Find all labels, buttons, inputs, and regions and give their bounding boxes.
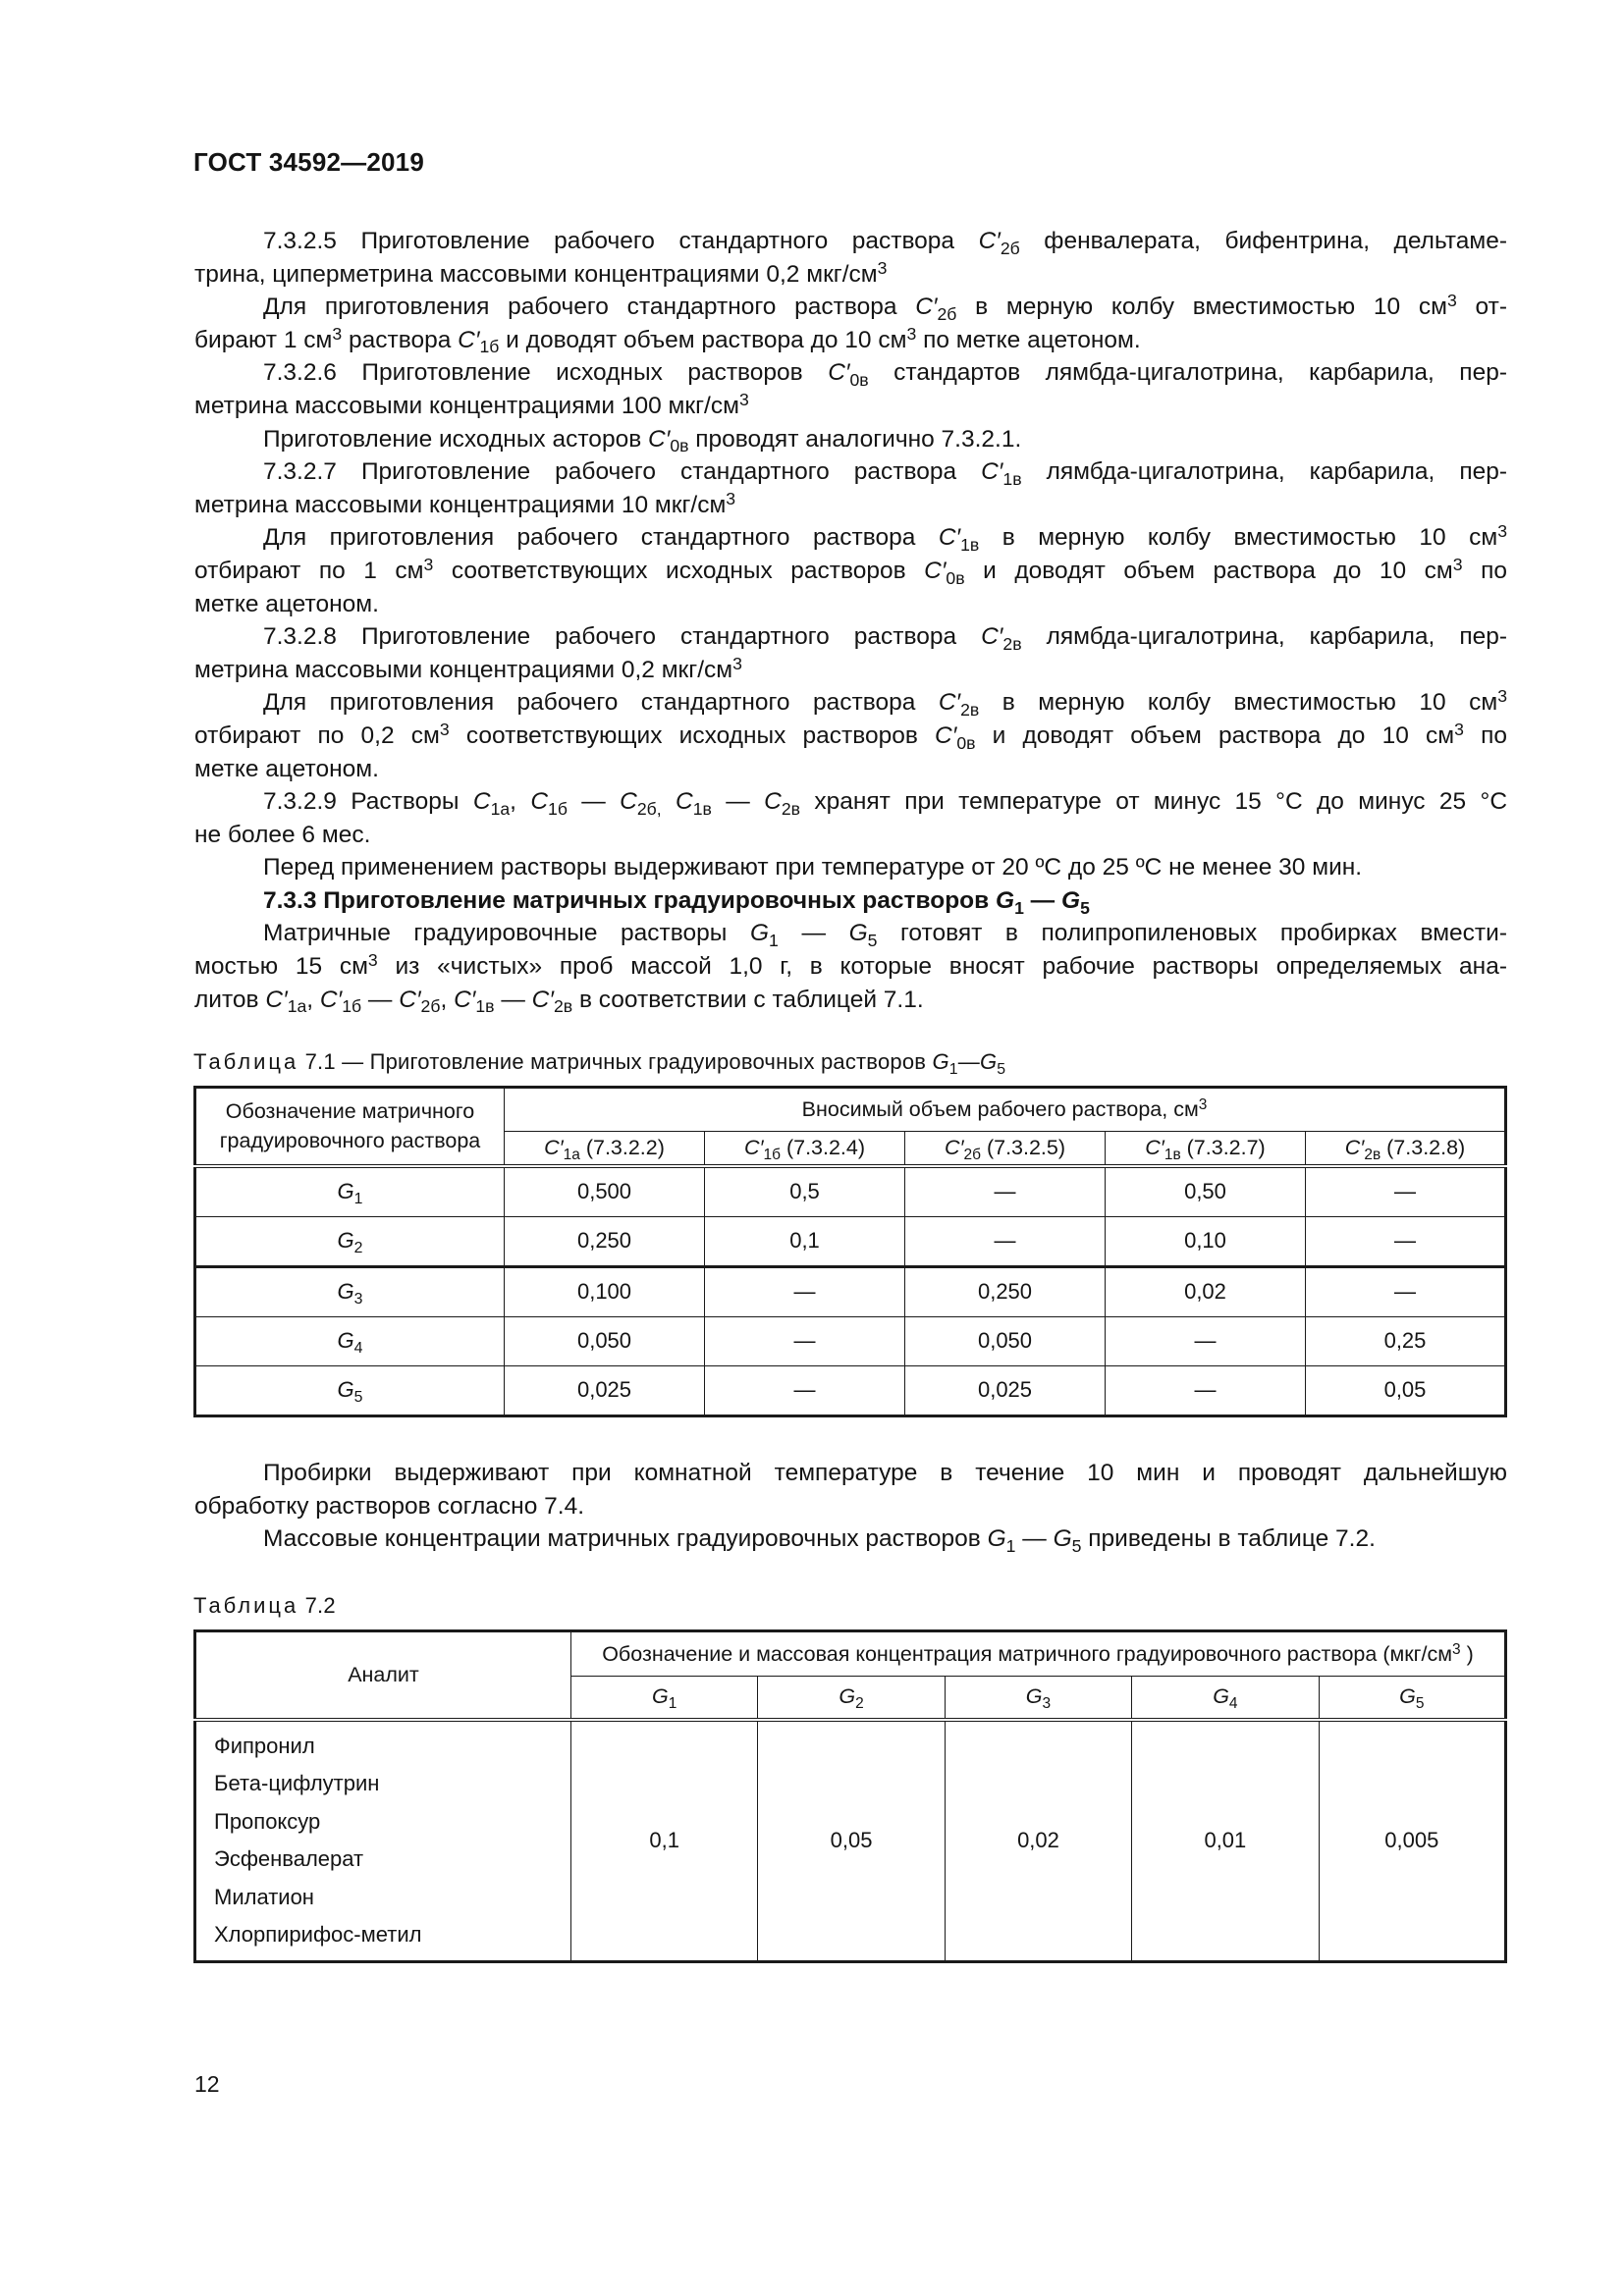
table-7-1-row-header: Обозначение матричного градуировочного раствора (195, 1088, 505, 1166)
text-line: метрина массовыми концентрациями 0,2 мкг/$см^3$ (194, 653, 742, 683)
table-7-1-col-header: $C'_{1в}$ (7.3.2.7) (1106, 1132, 1306, 1166)
cell: 0,10 (1106, 1216, 1306, 1266)
table-row (195, 1365, 1506, 1415)
table-7-1 (193, 1086, 1507, 1417)
cell: 0,25 (1306, 1316, 1506, 1365)
text-line: литов $C'_{1а}$, $C'_{1б}$ — $C'_{2б}$, $C'_{1в}$ — $C'_{2в}$ в соответствии с таблицей 7.1. (194, 986, 924, 1017)
cell: 0,025 (505, 1365, 705, 1415)
table-7-2-col-header: $G_4$ (1132, 1677, 1319, 1720)
text-line: 7.3.3 Приготовление матричных градуировочных растворов $G_1$ — $G_5$ (263, 886, 1090, 918)
table-7-2-col-header: $G_3$ (945, 1677, 1131, 1720)
text-line: отбирают по 1 $см^3$ соответствующих исходных растворов $C'_{0в}$ и доводят объем раствора до 10 $см^3$ по (194, 555, 1507, 588)
cell: — (705, 1266, 905, 1316)
text-line: 7.3.2.8 Приготовление рабочего стандартного раствора $C'_{2в}$ лямбда-цигалотрина, карбарила, пер- (263, 623, 1507, 654)
text-line: обработку растворов согласно 7.4. (194, 1492, 585, 1520)
text-line: метрина массовыми концентрациями 10 мкг/$см^3$ (194, 488, 736, 518)
cell: — (705, 1316, 905, 1365)
analyte-name: Пропоксур (214, 1808, 321, 1834)
table-7-2-col-header: $G_2$ (758, 1677, 945, 1720)
document-code: ГОСТ 34592—2019 (193, 147, 424, 177)
text-line: бирают 1 $см^3$ раствора $C'_{1б}$ и доводят объем раствора до 10 $см^3$ по метке ацетоном. (194, 323, 1141, 357)
text-line: трина, циперметрина массовыми концентрациями 0,2 мкг/$см^3$ (194, 257, 888, 288)
text-line: Пробирки выдерживают при комнатной температуре в течение 10 мин и проводят дальнейшую (263, 1460, 1507, 1486)
text-line: не более 6 мес. (194, 821, 371, 848)
analyte-name: Эсфенвалерат (214, 1846, 364, 1871)
table-7-1-caption-title: 7.1 — Приготовление матричных градуировочных растворов $G_1—G_5$ (298, 1049, 1006, 1079)
body-text-upper (194, 225, 1507, 1016)
row-label: $G_4$ (195, 1316, 505, 1365)
table-7-1-caption (193, 1049, 1006, 1079)
table-7-2-row-header: Аналит (195, 1631, 571, 1720)
row-label: $G_1$ (195, 1166, 505, 1217)
cell: — (1106, 1316, 1306, 1365)
text-line: отбирают по 0,2 $см^3$ соответствующих исходных растворов $C'_{0в}$ и доводят объем раствора до 10 $см^3$ по (194, 719, 1507, 753)
cell: 0,500 (505, 1166, 705, 1217)
cell: 0,005 (1319, 1720, 1505, 1962)
table-7-2-caption-prefix: Таблица (193, 1593, 299, 1618)
table-row (195, 1216, 1506, 1266)
text-line: метке ацетоном. (194, 755, 379, 782)
table-7-2-col-header: $G_1$ (571, 1677, 758, 1720)
text-line: Для приготовления рабочего стандартного раствора $C'_{1в}$ в мерную колбу вместимостью 10 $см^3$ (263, 521, 1507, 555)
cell: — (905, 1216, 1106, 1266)
text-line: Для приготовления рабочего стандартного раствора $C'_{2б}$ в мерную колбу вместимостью 10 $см^3$ от- (263, 291, 1507, 324)
cell: 0,02 (1106, 1266, 1306, 1316)
table-row (195, 1316, 1506, 1365)
cell: 0,01 (1132, 1720, 1319, 1962)
table-7-2-caption-number: 7.2 (298, 1593, 336, 1618)
cell: 0,05 (1306, 1365, 1506, 1415)
cell: — (1306, 1266, 1506, 1316)
table-7-2-caption (193, 1593, 336, 1619)
text-line: 7.3.2.6 Приготовление исходных растворов $C'_{0в}$ стандартов лямбда-цигалотрина, карбарила, пер- (263, 359, 1507, 391)
cell: 0,250 (505, 1216, 705, 1266)
text-line: 7.3.2.9 Растворы $C_{1а}$, $C_{1б}$ — $C_{2б,}$ $C_{1в}$ — $C_{2в}$ хранят при температуре от минус 15 °C до минус 25 °C (263, 788, 1508, 819)
table-row (195, 1166, 1506, 1217)
table-7-1-caption-prefix: Таблица (193, 1049, 299, 1074)
table-7-1-col-header: $C'_{2в}$ (7.3.2.8) (1306, 1132, 1506, 1166)
row-label: $G_5$ (195, 1365, 505, 1415)
cell: — (1306, 1216, 1506, 1266)
text-line: Приготовление исходных асторов $C'_{0в}$ проводят аналогично 7.3.2.1. (263, 425, 1022, 456)
text-line: метрина массовыми концентрациями 100 мкг/$см^3$ (194, 390, 749, 419)
page-number: 12 (194, 2071, 220, 2097)
table-row (195, 1266, 1506, 1316)
cell: 0,025 (905, 1365, 1106, 1415)
table-row (195, 1720, 1506, 1962)
body-text-lower (194, 1457, 1507, 1556)
text-line: Матричные градуировочные растворы $G_1$ — $G_5$ готовят в полипропиленовых пробирках вмести- (263, 920, 1507, 951)
table-7-1-col-header: $C'_{2б}$ (7.3.2.5) (905, 1132, 1106, 1166)
table-7-2-group-header: Обозначение и массовая концентрация матричного градуировочного раствора ($мкг/см^3$ ) (571, 1631, 1506, 1677)
table-7-1-col-header: $C'_{1а}$ (7.3.2.2) (505, 1132, 705, 1166)
text-line: Перед применением растворы выдерживают при температуре от 20 ºС до 25 ºС не менее 30 мин. (263, 854, 1363, 881)
cell: — (905, 1166, 1106, 1217)
text-line: метке ацетоном. (194, 590, 379, 617)
cell: 0,50 (1106, 1166, 1306, 1217)
analyte-name: Бета-цифлутрин (214, 1771, 380, 1795)
cell: 0,1 (705, 1216, 905, 1266)
analyte-list (195, 1720, 571, 1962)
row-label: $G_3$ (195, 1266, 505, 1316)
cell: — (1306, 1166, 1506, 1217)
analyte-name: Фипронил (214, 1733, 315, 1758)
analyte-name: Милатион (214, 1884, 314, 1909)
table-7-2-col-header: $G_5$ (1319, 1677, 1505, 1720)
cell: 0,02 (945, 1720, 1131, 1962)
cell: — (705, 1365, 905, 1415)
cell: 0,05 (758, 1720, 945, 1962)
text-line: 7.3.2.7 Приготовление рабочего стандартного раствора $C'_{1в}$ лямбда-цигалотрина, карбарила, пер- (263, 458, 1507, 489)
text-line: 7.3.2.5 Приготовление рабочего стандартного раствора $C'_{2б}$ фенвалерата, бифентрина, дельтаме- (263, 228, 1507, 258)
cell: 0,100 (505, 1266, 705, 1316)
text-line: мостью 15 $см^3$ из «чистых» проб массой 1,0 г, в которые вносят рабочие растворы определяемых ана- (194, 950, 1507, 981)
table-7-2 (193, 1629, 1507, 1963)
analyte-name: Хлорпирифос-метил (214, 1922, 422, 1947)
table-7-1-group-header: Вносимый объем рабочего раствора, $см^3$ (505, 1088, 1506, 1132)
cell: 0,1 (571, 1720, 758, 1962)
text-line: Для приготовления рабочего стандартного раствора $C'_{2в}$ в мерную колбу вместимостью 10 $см^3$ (263, 686, 1507, 720)
cell: 0,050 (905, 1316, 1106, 1365)
cell: — (1106, 1365, 1306, 1415)
table-7-1-col-header: $C'_{1б}$ (7.3.2.4) (705, 1132, 905, 1166)
row-label: $G_2$ (195, 1216, 505, 1266)
cell: 0,250 (905, 1266, 1106, 1316)
cell: 0,5 (705, 1166, 905, 1217)
cell: 0,050 (505, 1316, 705, 1365)
text-line: Массовые концентрации матричных градуировочных растворов $G_1$ — $G_5$ приведены в таблице 7.2. (263, 1525, 1376, 1556)
